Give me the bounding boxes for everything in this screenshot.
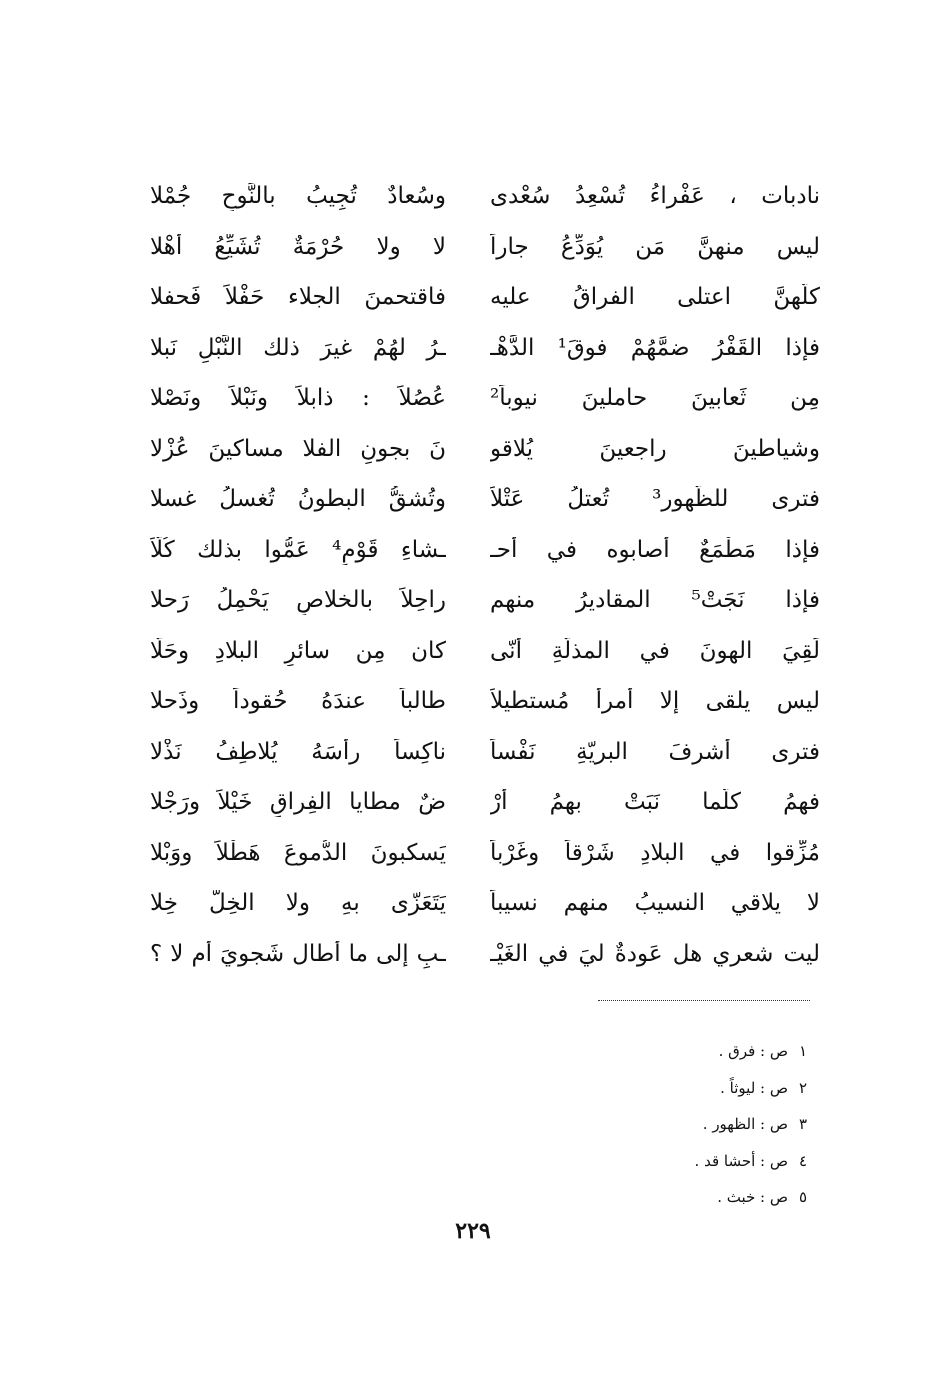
verse (150, 627, 820, 678)
verse-second-hemistich: نَ بجونِ الفلا مساكينَ عُزْلا (150, 435, 446, 462)
verse (150, 526, 820, 577)
verse-first-hemistich: ليس يلقى إلا أمرأً مُستطيلاً (490, 688, 820, 715)
verse-first-hemistich: كلُّهنَّ اعتلى الفراقُ عليه (490, 284, 820, 311)
footnote-number: ٢ (798, 1078, 808, 1097)
verse-first-hemistich: مِن ثَعابينَ حاملينَ نيوباً² (490, 385, 820, 412)
verse-second-hemistich: ـبِ إلى ما أطال شَجويَ أم لا ؟ (150, 940, 446, 967)
verse-second-hemistich: ضٌ مطايا الفِراقِ خَيْلاً ورَجْلا (150, 789, 446, 816)
verse-first-hemistich: فإذا نَجَتْ⁵ المقاديرُ منهم (490, 587, 820, 614)
verse (150, 223, 820, 274)
verse-first-hemistich: فإذا القَفْرُ ضمَّهُمْ فوقَ¹ الدَّهْـ (490, 334, 820, 361)
verse (150, 879, 820, 930)
footnote-item (560, 1033, 812, 1070)
footnote-text: ص : الظهور . (702, 1115, 788, 1133)
verse (150, 172, 820, 223)
verse-second-hemistich: طالباً عندَهُ حُقوداً وذَحلا (150, 688, 446, 715)
footnote-number: ١ (798, 1042, 808, 1060)
footnote-separator (598, 1000, 810, 1001)
verse-second-hemistich: ـرُ لهُمْ غيرَ ذلك النَّبْلِ نَبلا (150, 334, 446, 361)
footnote-item (560, 1143, 812, 1180)
page-number: ٢٢٩ (455, 1218, 491, 1244)
verse-second-hemistich: لا ولا حُرْمَةٌ تُشَيِّعُ أهْلا (150, 233, 446, 260)
verse-second-hemistich: ناكِساً رأسَهُ يُلاطِفُ نَذْلا (150, 738, 446, 765)
verse-first-hemistich: فهمُ كلّما نَبَتْ بهمُ أرْ (490, 789, 820, 816)
verse-first-hemistich: وشياطينَ راجعينَ يُلاقو (490, 435, 820, 462)
verse-first-hemistich: لا يلاقي النسيبُ منهم نسيباً (490, 890, 820, 917)
verse (150, 374, 820, 425)
verse-second-hemistich: عُصُلاً : ذابلاً ونَبْلاً ونَصْلا (150, 385, 446, 412)
footnote-number: ٤ (798, 1151, 808, 1170)
verse (150, 475, 820, 526)
verse-first-hemistich: فإذا مَطْمَعٌ أصابوه في أحـ (490, 536, 820, 563)
verse-first-hemistich: ليت شعري هل عَودةٌ ليَ في الغَيْـ (490, 940, 820, 967)
verse (150, 677, 820, 728)
poem (150, 172, 820, 980)
footnote-text: ص : أحشا قد . (694, 1151, 788, 1170)
verse-first-hemistich: فترى أشرفَ البريّةِ نَفْساً (490, 738, 820, 765)
verse (150, 930, 820, 981)
verse-second-hemistich: كان مِن سائرِ البلادِ وحَلّا (150, 637, 446, 664)
footnote-number: ٣ (798, 1115, 808, 1133)
footnote-number: ٥ (798, 1188, 808, 1206)
verse-first-hemistich: لَقِيَ الهونَ في المذلّةِ أنّى (490, 637, 820, 664)
verse-second-hemistich: راحِلاً بالخلاصِ يَحْمِلُ رَحلا (150, 587, 446, 614)
footnote-text: ص : خبث . (717, 1188, 788, 1206)
verse (150, 425, 820, 476)
verse-first-hemistich: نادبات ، عَفْراءُ تُسْعِدُ سُعْدى (490, 183, 820, 210)
footnote-item (560, 1179, 812, 1216)
verse (150, 829, 820, 880)
verse (150, 778, 820, 829)
verse-second-hemistich: وسُعادٌ تُجِيبُ بالنَّوحِ جُمْلا (150, 183, 446, 210)
footnotes (560, 1033, 812, 1216)
footnote-text: ص : ليوثاً . (720, 1078, 788, 1097)
footnote-item (560, 1070, 812, 1107)
verse-second-hemistich: يَتَعَزّى بهِ ولا الخِلُّ خِلا (150, 890, 446, 917)
verse-first-hemistich: فترى للظُّهور³ تُعتلُ عَتْلاً (490, 486, 820, 513)
verse-second-hemistich: وتُشقُّ البطونُ تُغسلُ غسلا (150, 486, 446, 513)
verse-second-hemistich: يَسكبونَ الدُّموعَ هَطْلاً ووَبْلا (150, 839, 446, 866)
verse-first-hemistich: ليس منهنَّ مَن يُوَدِّعُ جاراً (490, 233, 820, 260)
verse-first-hemistich: مُزِّقوا في البلادِ شَرْقاً وغَرْباً (490, 839, 820, 866)
footnote-item (560, 1106, 812, 1143)
verse (150, 576, 820, 627)
verse-second-hemistich: ـشاءِ قَوْمٍ⁴ عَمُّوا بذلك كُلّاً (150, 536, 446, 563)
verse (150, 324, 820, 375)
verse-second-hemistich: فاقتحمنَ الجلاء حَفْلاً فَحفلا (150, 284, 446, 311)
verse (150, 273, 820, 324)
footnote-text: ص : فرق . (718, 1042, 788, 1060)
verse (150, 728, 820, 779)
